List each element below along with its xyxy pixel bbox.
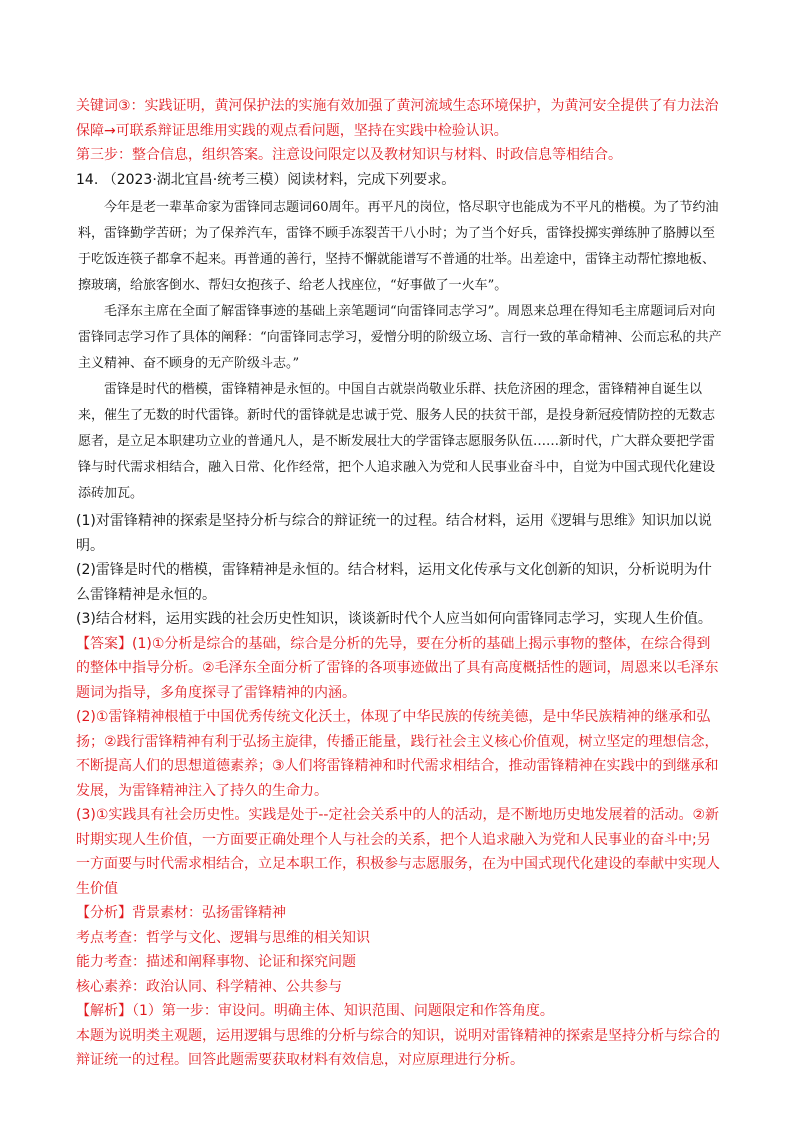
question-material bbox=[76, 195, 724, 507]
analysis-line: 能力考查：描述和阐释事物、论证和探究问题 bbox=[76, 954, 356, 970]
analysis-line: 核心素养：政治认同、科学精神、公共参与 bbox=[76, 978, 342, 995]
solution-tag-text: （1）第一步：审设问。明确主体、知识范围、问题限定和作答角度。 bbox=[132, 1003, 554, 1019]
intro-line: 关键词③：实践证明，黄河保护法的实施有效加强了黄河流域生态环境保护，为黄河安全提供了有力法治 bbox=[76, 98, 719, 114]
answer-part-1: 【答案】(1)①分析是综合的基础，综合是分析的先导，要在分析的基础上揭示事物的整体，在综合得到的整体中指导分析。②毛泽东全面分析了雷锋的各项事迹做出了具有高度概括性的题词，周恩来以毛泽东题词为指导，多角度探寻了雷锋精神的内涵。 bbox=[76, 635, 719, 701]
solution-tag: 【解析】 bbox=[76, 1003, 132, 1019]
answer-part-2: (2)①雷锋精神根植于中国优秀传统文化沃土，体现了中华民族的传统美德，是中华民族精神的继承和弘扬；②践行雷锋精神有利于弘扬主旋律，传播正能量，践行社会主义核心价值观，树立坚定的理想信念，不断提高人们的思想道德素养；③人们将雷锋精神和时代需求相结合，推动雷锋精神在实践中的到继承和发展，为雷锋精神注入了持久的生命力。 bbox=[76, 709, 719, 799]
question-item: (1)对雷锋精神的探索是坚持分析与综合的辩证统一的过程。结合材料，运用《逻辑与思维》知识加以说明。 bbox=[76, 513, 712, 554]
document-content bbox=[76, 94, 724, 1073]
solution-heading bbox=[76, 999, 724, 1024]
question-item: (2)雷锋是时代的楷模，雷锋精神是永恒的。结合材料，运用文化传承与文化创新的知识，分析说明为什么雷锋精神是永恒的。 bbox=[76, 562, 712, 603]
question-item: (3)结合材料，运用实践的社会历史性知识，谈谈新时代个人应当如何向雷锋同志学习，实现人生价值。 bbox=[76, 611, 712, 627]
analysis-line: 考点考查：哲学与文化、逻辑与思维的相关知识 bbox=[76, 929, 370, 946]
material-paragraph: 雷锋是时代的楷模，雷锋精神是永恒的。中国自古就崇尚敬业乐群、扶危济困的理念，雷锋精神自诞生以来，催生了无数的时代雷锋。新时代的雷锋就是忠诚于党、服务人民的扶贫干部，是投身新冠疫情防控的无数志愿者，是立足本职建功立业的普通凡人，是不断发展壮大的学雷锋志愿服务队伍……新时代，广大群众要把学雷锋与时代需求相结合，融入日常、化作经常，把个人追求融入为党和人民事业奋斗中，自觉为中国式现代化建设添砖加瓦。 bbox=[78, 382, 716, 501]
answer-part-3: (3)①实践具有社会历史性。实践是处于--定社会关系中的人的活动，是不断地历史地发展着的活动。②新时期实现人生价值，一方面要正确处理个人与社会的关系，把个人追求融入为党和人民事业的奋斗中;另一方面要与时代需求相结合，立足本职工作，积极参与志愿服务，在为中国式现代化建设的奉献中实现人生价值 bbox=[76, 807, 720, 897]
analysis-tag: 【分析】 bbox=[76, 905, 132, 921]
solution-body: 本题为说明类主观题，运用逻辑与思维的分析与综合的知识，说明对雷锋精神的探索是坚持分析与综合的辩证统一的过程。回答此题需要获取材料有效信息，对应原理进行分析。 bbox=[76, 1027, 720, 1068]
material-paragraph: 今年是老一辈革命家为雷锋同志题词60周年。再平凡的岗位，恪尽职守也能成为不平凡的楷模。为了节约油料，雷锋勤学苦研；为了保养汽车，雷锋不顾手冻裂苦干八小时；为了当个好兵，雷锋投掷实弹练肿了胳膊以至于吃饭连筷子都拿不起来。再普通的善行，坚持不懈就能谱写不普通的壮举。出差途中，雷锋主动帮忙擦地板、擦玻璃，给旅客倒水、帮妇女抱孩子、给老人找座位，“好事做了一火车”。 bbox=[78, 200, 719, 293]
intro-line: 第三步：整合信息，组织答案。注意设问限定以及教材知识与材料、时政信息等相结合。 bbox=[76, 147, 622, 163]
analysis-heading bbox=[76, 901, 724, 926]
question-header: 14. （2023·湖北宜昌·统考三模）阅读材料，完成下列要求。 bbox=[76, 171, 456, 188]
material-paragraph: 毛泽东主席在全面了解雷锋事迹的基础上亲笔题词“向雷锋同志学习”。周恩来总理在得知毛主席题词后对向雷锋同志学习作了具体的阐释：“向雷锋同志学习，爱憎分明的阶级立场、言行一致的革命精神、公而忘私的共产主义精神、奋不顾身的无产阶级斗志。” bbox=[78, 304, 722, 371]
intro-line: 保障→可联系辩证思维用实践的观点看问题，坚持在实践中检验认识。 bbox=[76, 122, 508, 139]
analysis-tag-text: 背景素材：弘扬雷锋精神 bbox=[132, 905, 286, 921]
